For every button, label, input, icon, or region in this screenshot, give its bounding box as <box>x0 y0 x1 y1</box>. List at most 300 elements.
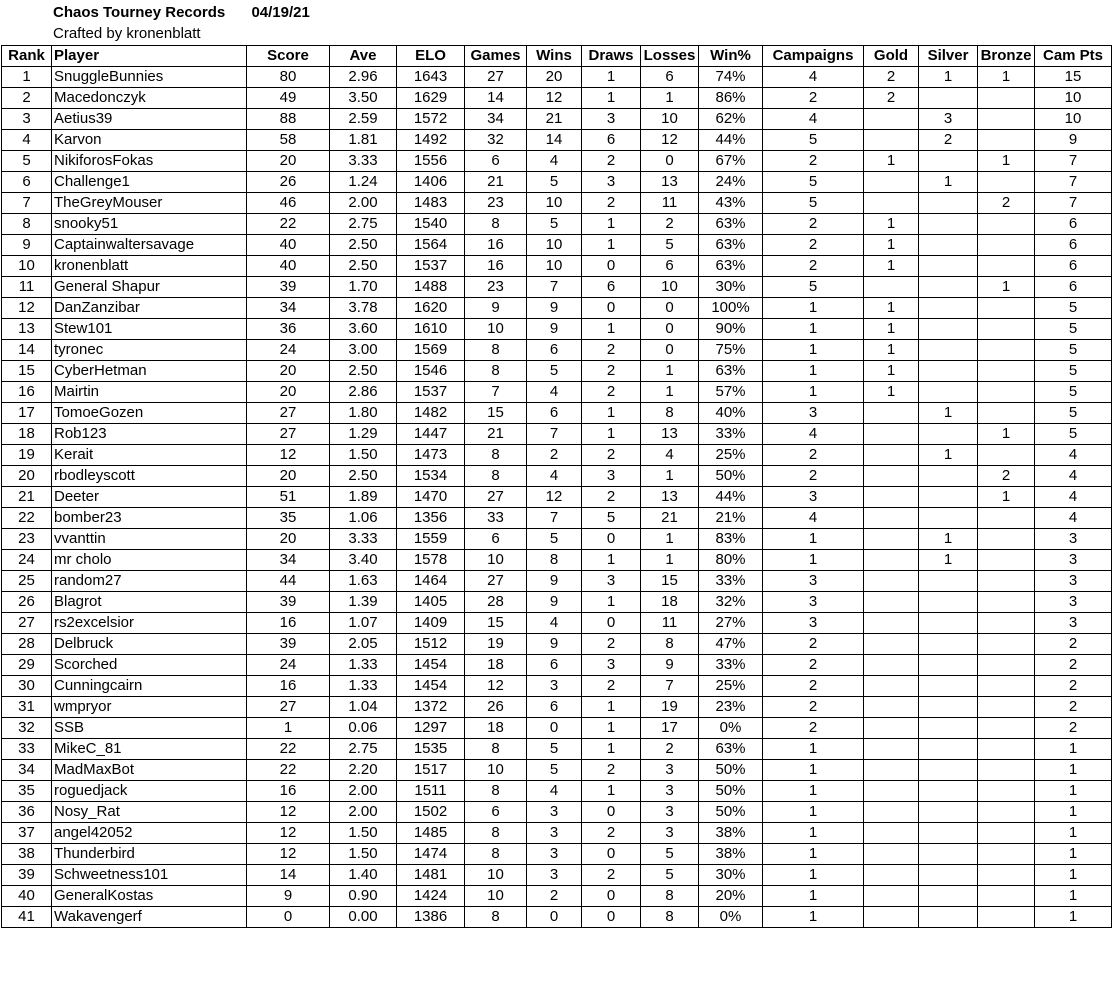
cell-ave: 3.33 <box>330 151 397 172</box>
cell-campaigns: 1 <box>763 760 864 781</box>
cell-player: Wakavengerf <box>52 907 247 928</box>
cell-win-pct: 33% <box>699 424 763 445</box>
cell-draws: 1 <box>582 592 641 613</box>
cell-win-pct: 100% <box>699 298 763 319</box>
cell-draws: 1 <box>582 214 641 235</box>
cell-draws: 3 <box>582 172 641 193</box>
cell-gold <box>864 802 919 823</box>
cell-silver <box>919 340 978 361</box>
cell-ave: 1.40 <box>330 865 397 886</box>
cell-ave: 0.06 <box>330 718 397 739</box>
column-header-draws: Draws <box>582 46 641 67</box>
cell-silver <box>919 256 978 277</box>
cell-score: 26 <box>247 172 330 193</box>
cell-losses: 1 <box>641 382 699 403</box>
cell-games: 27 <box>465 67 527 88</box>
table-row <box>2 739 1112 760</box>
cell-draws: 0 <box>582 256 641 277</box>
cell-campaigns: 1 <box>763 844 864 865</box>
cell-campaigns: 3 <box>763 571 864 592</box>
document-subtitle: Crafted by kronenblatt <box>53 25 201 42</box>
cell-silver <box>919 676 978 697</box>
cell-games: 12 <box>465 676 527 697</box>
cell-losses: 9 <box>641 655 699 676</box>
cell-silver <box>919 508 978 529</box>
table-row <box>2 529 1112 550</box>
cell-campaigns: 3 <box>763 487 864 508</box>
cell-draws: 3 <box>582 655 641 676</box>
cell-bronze <box>978 529 1035 550</box>
cell-win-pct: 43% <box>699 193 763 214</box>
cell-score: 27 <box>247 403 330 424</box>
cell-rank: 7 <box>2 193 52 214</box>
cell-rank: 9 <box>2 235 52 256</box>
cell-losses: 13 <box>641 424 699 445</box>
cell-cam-pts: 2 <box>1035 676 1112 697</box>
cell-cam-pts: 1 <box>1035 823 1112 844</box>
cell-elo: 1297 <box>397 718 465 739</box>
cell-gold: 1 <box>864 256 919 277</box>
cell-cam-pts: 3 <box>1035 529 1112 550</box>
cell-bronze <box>978 235 1035 256</box>
cell-silver: 1 <box>919 403 978 424</box>
cell-rank: 18 <box>2 424 52 445</box>
cell-wins: 14 <box>527 130 582 151</box>
cell-win-pct: 75% <box>699 340 763 361</box>
cell-ave: 1.63 <box>330 571 397 592</box>
column-header-gold: Gold <box>864 46 919 67</box>
cell-wins: 2 <box>527 886 582 907</box>
cell-silver <box>919 886 978 907</box>
cell-rank: 13 <box>2 319 52 340</box>
cell-bronze: 1 <box>978 67 1035 88</box>
cell-player: Deeter <box>52 487 247 508</box>
cell-draws: 2 <box>582 361 641 382</box>
cell-cam-pts: 3 <box>1035 550 1112 571</box>
cell-wins: 3 <box>527 865 582 886</box>
cell-draws: 0 <box>582 886 641 907</box>
cell-draws: 1 <box>582 319 641 340</box>
cell-player: Macedonczyk <box>52 88 247 109</box>
cell-campaigns: 5 <box>763 130 864 151</box>
cell-losses: 0 <box>641 298 699 319</box>
cell-score: 58 <box>247 130 330 151</box>
cell-bronze <box>978 781 1035 802</box>
cell-wins: 9 <box>527 634 582 655</box>
cell-score: 27 <box>247 697 330 718</box>
cell-player: tyronec <box>52 340 247 361</box>
cell-campaigns: 5 <box>763 172 864 193</box>
cell-gold <box>864 172 919 193</box>
cell-gold <box>864 676 919 697</box>
cell-wins: 9 <box>527 319 582 340</box>
cell-rank: 35 <box>2 781 52 802</box>
table-row <box>2 613 1112 634</box>
cell-draws: 2 <box>582 445 641 466</box>
cell-campaigns: 2 <box>763 445 864 466</box>
cell-rank: 33 <box>2 739 52 760</box>
cell-games: 6 <box>465 151 527 172</box>
cell-wins: 20 <box>527 67 582 88</box>
cell-rank: 41 <box>2 907 52 928</box>
cell-bronze: 1 <box>978 151 1035 172</box>
cell-rank: 29 <box>2 655 52 676</box>
cell-gold <box>864 424 919 445</box>
cell-elo: 1473 <box>397 445 465 466</box>
cell-campaigns: 2 <box>763 676 864 697</box>
cell-losses: 3 <box>641 802 699 823</box>
cell-campaigns: 1 <box>763 382 864 403</box>
cell-gold: 2 <box>864 88 919 109</box>
table-row <box>2 634 1112 655</box>
cell-player: Aetius39 <box>52 109 247 130</box>
table-row <box>2 886 1112 907</box>
cell-bronze <box>978 718 1035 739</box>
cell-win-pct: 25% <box>699 445 763 466</box>
cell-losses: 12 <box>641 130 699 151</box>
cell-draws: 3 <box>582 571 641 592</box>
cell-draws: 0 <box>582 907 641 928</box>
cell-losses: 3 <box>641 823 699 844</box>
cell-win-pct: 80% <box>699 550 763 571</box>
cell-draws: 3 <box>582 109 641 130</box>
cell-draws: 1 <box>582 403 641 424</box>
table-header <box>2 46 1112 67</box>
cell-win-pct: 47% <box>699 634 763 655</box>
cell-silver <box>919 697 978 718</box>
cell-gold <box>864 634 919 655</box>
cell-bronze <box>978 550 1035 571</box>
cell-campaigns: 1 <box>763 802 864 823</box>
cell-silver <box>919 907 978 928</box>
cell-score: 12 <box>247 445 330 466</box>
cell-win-pct: 38% <box>699 823 763 844</box>
cell-rank: 6 <box>2 172 52 193</box>
cell-draws: 2 <box>582 193 641 214</box>
cell-score: 9 <box>247 886 330 907</box>
cell-player: Scorched <box>52 655 247 676</box>
cell-losses: 5 <box>641 865 699 886</box>
cell-elo: 1512 <box>397 634 465 655</box>
cell-win-pct: 0% <box>699 718 763 739</box>
cell-bronze <box>978 403 1035 424</box>
cell-silver <box>919 466 978 487</box>
cell-gold <box>864 781 919 802</box>
cell-wins: 4 <box>527 382 582 403</box>
cell-rank: 16 <box>2 382 52 403</box>
table-row <box>2 508 1112 529</box>
cell-draws: 0 <box>582 298 641 319</box>
cell-draws: 0 <box>582 529 641 550</box>
table-row <box>2 151 1112 172</box>
cell-score: 46 <box>247 193 330 214</box>
cell-games: 10 <box>465 319 527 340</box>
table-row <box>2 592 1112 613</box>
cell-ave: 2.50 <box>330 256 397 277</box>
cell-elo: 1483 <box>397 193 465 214</box>
cell-player: rs2excelsior <box>52 613 247 634</box>
cell-bronze <box>978 613 1035 634</box>
cell-bronze: 2 <box>978 466 1035 487</box>
table-row <box>2 655 1112 676</box>
cell-bronze <box>978 172 1035 193</box>
cell-wins: 7 <box>527 424 582 445</box>
cell-elo: 1629 <box>397 88 465 109</box>
cell-wins: 4 <box>527 781 582 802</box>
cell-rank: 30 <box>2 676 52 697</box>
table-row <box>2 907 1112 928</box>
cell-campaigns: 3 <box>763 592 864 613</box>
cell-win-pct: 63% <box>699 256 763 277</box>
cell-games: 21 <box>465 172 527 193</box>
cell-games: 9 <box>465 298 527 319</box>
cell-silver <box>919 760 978 781</box>
cell-elo: 1481 <box>397 865 465 886</box>
cell-gold <box>864 613 919 634</box>
cell-campaigns: 3 <box>763 403 864 424</box>
cell-losses: 3 <box>641 760 699 781</box>
cell-draws: 6 <box>582 277 641 298</box>
cell-player: wmpryor <box>52 697 247 718</box>
table-row <box>2 67 1112 88</box>
cell-cam-pts: 1 <box>1035 886 1112 907</box>
cell-score: 12 <box>247 823 330 844</box>
cell-silver: 1 <box>919 550 978 571</box>
cell-gold <box>864 109 919 130</box>
cell-elo: 1386 <box>397 907 465 928</box>
cell-cam-pts: 6 <box>1035 235 1112 256</box>
cell-gold <box>864 466 919 487</box>
cell-rank: 21 <box>2 487 52 508</box>
cell-losses: 6 <box>641 256 699 277</box>
cell-silver <box>919 235 978 256</box>
cell-rank: 3 <box>2 109 52 130</box>
cell-silver: 1 <box>919 172 978 193</box>
cell-games: 23 <box>465 277 527 298</box>
table-row <box>2 487 1112 508</box>
cell-player: TheGreyMouser <box>52 193 247 214</box>
cell-player: Rob123 <box>52 424 247 445</box>
cell-silver <box>919 193 978 214</box>
cell-games: 8 <box>465 466 527 487</box>
records-table <box>1 45 1112 928</box>
cell-cam-pts: 1 <box>1035 844 1112 865</box>
cell-gold <box>864 193 919 214</box>
cell-gold <box>864 739 919 760</box>
table-row <box>2 571 1112 592</box>
cell-win-pct: 83% <box>699 529 763 550</box>
cell-campaigns: 1 <box>763 529 864 550</box>
cell-draws: 2 <box>582 340 641 361</box>
cell-elo: 1474 <box>397 844 465 865</box>
cell-losses: 0 <box>641 340 699 361</box>
cell-elo: 1488 <box>397 277 465 298</box>
cell-ave: 1.39 <box>330 592 397 613</box>
cell-player: NikiforosFokas <box>52 151 247 172</box>
cell-draws: 2 <box>582 382 641 403</box>
cell-campaigns: 4 <box>763 424 864 445</box>
cell-elo: 1564 <box>397 235 465 256</box>
cell-win-pct: 63% <box>699 739 763 760</box>
cell-win-pct: 33% <box>699 655 763 676</box>
cell-campaigns: 2 <box>763 718 864 739</box>
cell-losses: 11 <box>641 193 699 214</box>
cell-score: 16 <box>247 613 330 634</box>
cell-gold: 1 <box>864 340 919 361</box>
cell-draws: 1 <box>582 88 641 109</box>
cell-wins: 3 <box>527 844 582 865</box>
cell-score: 49 <box>247 88 330 109</box>
cell-wins: 12 <box>527 88 582 109</box>
cell-rank: 38 <box>2 844 52 865</box>
table-row <box>2 235 1112 256</box>
cell-elo: 1569 <box>397 340 465 361</box>
cell-campaigns: 2 <box>763 655 864 676</box>
cell-wins: 12 <box>527 487 582 508</box>
cell-games: 8 <box>465 739 527 760</box>
cell-campaigns: 1 <box>763 361 864 382</box>
cell-draws: 1 <box>582 697 641 718</box>
cell-score: 44 <box>247 571 330 592</box>
cell-campaigns: 1 <box>763 319 864 340</box>
cell-score: 39 <box>247 277 330 298</box>
cell-win-pct: 50% <box>699 760 763 781</box>
table-row <box>2 445 1112 466</box>
cell-cam-pts: 7 <box>1035 172 1112 193</box>
cell-player: kronenblatt <box>52 256 247 277</box>
cell-draws: 2 <box>582 865 641 886</box>
cell-draws: 1 <box>582 781 641 802</box>
cell-score: 22 <box>247 739 330 760</box>
cell-wins: 9 <box>527 571 582 592</box>
cell-games: 10 <box>465 886 527 907</box>
cell-win-pct: 30% <box>699 865 763 886</box>
cell-wins: 6 <box>527 340 582 361</box>
cell-draws: 6 <box>582 130 641 151</box>
cell-win-pct: 27% <box>699 613 763 634</box>
cell-gold: 1 <box>864 214 919 235</box>
cell-cam-pts: 3 <box>1035 613 1112 634</box>
cell-gold <box>864 403 919 424</box>
cell-draws: 2 <box>582 151 641 172</box>
cell-elo: 1424 <box>397 886 465 907</box>
column-header-bronze: Bronze <box>978 46 1035 67</box>
cell-campaigns: 1 <box>763 739 864 760</box>
cell-score: 24 <box>247 655 330 676</box>
cell-draws: 0 <box>582 613 641 634</box>
cell-score: 1 <box>247 718 330 739</box>
cell-draws: 1 <box>582 424 641 445</box>
cell-games: 18 <box>465 718 527 739</box>
cell-win-pct: 40% <box>699 403 763 424</box>
cell-gold: 1 <box>864 382 919 403</box>
cell-games: 10 <box>465 865 527 886</box>
cell-bronze <box>978 760 1035 781</box>
cell-cam-pts: 6 <box>1035 256 1112 277</box>
cell-games: 16 <box>465 256 527 277</box>
cell-player: Mairtin <box>52 382 247 403</box>
table-row <box>2 382 1112 403</box>
cell-rank: 19 <box>2 445 52 466</box>
cell-ave: 1.50 <box>330 844 397 865</box>
cell-player: Schweetness101 <box>52 865 247 886</box>
cell-ave: 2.50 <box>330 235 397 256</box>
cell-gold: 1 <box>864 319 919 340</box>
cell-losses: 10 <box>641 277 699 298</box>
cell-bronze <box>978 361 1035 382</box>
cell-silver <box>919 781 978 802</box>
cell-rank: 25 <box>2 571 52 592</box>
cell-wins: 3 <box>527 802 582 823</box>
cell-rank: 36 <box>2 802 52 823</box>
cell-draws: 2 <box>582 487 641 508</box>
table-row <box>2 298 1112 319</box>
cell-cam-pts: 1 <box>1035 781 1112 802</box>
cell-elo: 1534 <box>397 466 465 487</box>
cell-rank: 5 <box>2 151 52 172</box>
table-row <box>2 340 1112 361</box>
cell-win-pct: 63% <box>699 235 763 256</box>
column-header-silver: Silver <box>919 46 978 67</box>
cell-silver <box>919 214 978 235</box>
cell-losses: 19 <box>641 697 699 718</box>
cell-player: GeneralKostas <box>52 886 247 907</box>
cell-bronze <box>978 697 1035 718</box>
cell-draws: 2 <box>582 676 641 697</box>
cell-win-pct: 23% <box>699 697 763 718</box>
cell-player: angel42052 <box>52 823 247 844</box>
cell-win-pct: 90% <box>699 319 763 340</box>
cell-cam-pts: 5 <box>1035 340 1112 361</box>
cell-campaigns: 4 <box>763 508 864 529</box>
cell-cam-pts: 3 <box>1035 571 1112 592</box>
cell-gold: 1 <box>864 151 919 172</box>
cell-games: 32 <box>465 130 527 151</box>
cell-campaigns: 2 <box>763 697 864 718</box>
cell-bronze <box>978 298 1035 319</box>
cell-silver <box>919 571 978 592</box>
cell-draws: 0 <box>582 802 641 823</box>
cell-ave: 3.40 <box>330 550 397 571</box>
cell-win-pct: 67% <box>699 151 763 172</box>
cell-score: 20 <box>247 529 330 550</box>
cell-elo: 1454 <box>397 655 465 676</box>
cell-rank: 4 <box>2 130 52 151</box>
cell-rank: 37 <box>2 823 52 844</box>
cell-bronze: 1 <box>978 424 1035 445</box>
cell-losses: 5 <box>641 844 699 865</box>
cell-win-pct: 38% <box>699 844 763 865</box>
cell-cam-pts: 7 <box>1035 193 1112 214</box>
cell-score: 22 <box>247 214 330 235</box>
cell-silver <box>919 277 978 298</box>
cell-ave: 2.50 <box>330 361 397 382</box>
cell-games: 14 <box>465 88 527 109</box>
cell-games: 33 <box>465 508 527 529</box>
cell-wins: 6 <box>527 403 582 424</box>
cell-games: 27 <box>465 487 527 508</box>
column-header-player: Player <box>52 46 247 67</box>
cell-wins: 10 <box>527 256 582 277</box>
cell-bronze <box>978 214 1035 235</box>
cell-wins: 10 <box>527 193 582 214</box>
cell-elo: 1470 <box>397 487 465 508</box>
cell-player: rbodleyscott <box>52 466 247 487</box>
cell-losses: 3 <box>641 781 699 802</box>
cell-rank: 23 <box>2 529 52 550</box>
cell-ave: 2.96 <box>330 67 397 88</box>
cell-silver <box>919 655 978 676</box>
